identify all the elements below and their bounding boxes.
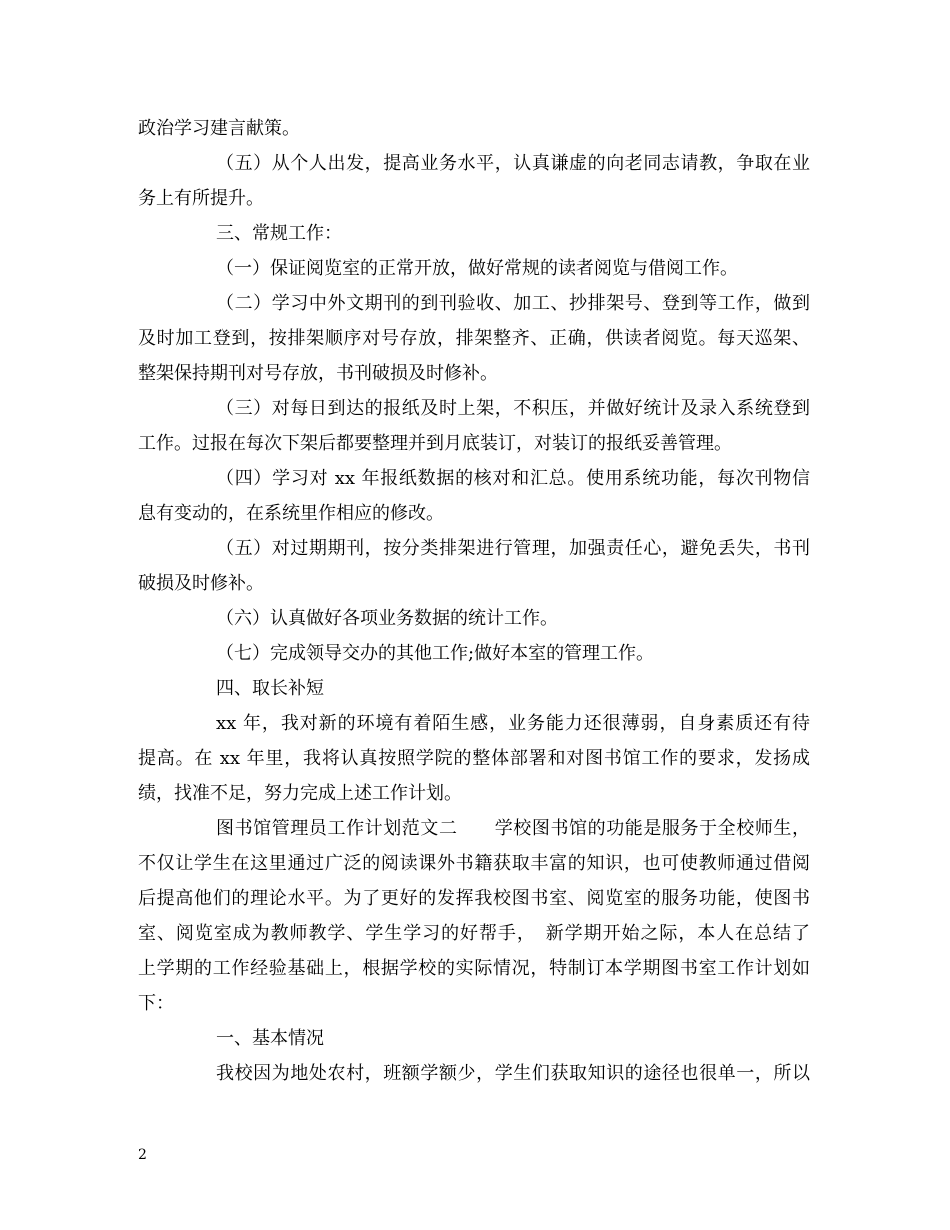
- text-line: 及时加工登到，按排架顺序对号存放，排架整齐、正确，供读者阅览。每天巡架、: [138, 328, 810, 349]
- text-line: 息有变动的，在系统里作相应的修改。: [138, 503, 444, 524]
- text-line: 工作。过报在每次下架后都要整理并到月底装订，对装订的报纸妥善管理。: [138, 433, 732, 454]
- text-line: 我校因为地处农村，班额学额少，学生们获取知识的途径也很单一，所以: [216, 1063, 810, 1084]
- section-heading: 三、常规工作：: [216, 223, 342, 244]
- text-line: （一）保证阅览室的正常开放，做好常规的读者阅览与借阅工作。: [216, 258, 738, 279]
- text-line: （四）学习对 xx 年报纸数据的核对和汇总。使用系统功能，每次刊物信: [216, 468, 810, 489]
- text-line: 下：: [138, 993, 174, 1014]
- text-line: （三）对每日到达的报纸及时上架，不积压，并做好统计及录入系统登到: [216, 398, 810, 419]
- text-line: 整架保持期刊对号存放，书刊破损及时修补。: [138, 363, 498, 384]
- text-line: （五）从个人出发，提高业务水平，认真谦虚的向老同志请教，争取在业: [216, 153, 810, 174]
- text-line: 不仅让学生在这里通过广泛的阅读课外书籍获取丰富的知识，也可使教师通过借阅: [138, 853, 810, 874]
- text-line: 提高。在 xx 年里，我将认真按照学院的整体部署和对图书馆工作的要求，发扬成: [138, 748, 810, 769]
- text-line: 上学期的工作经验基础上，根据学校的实际情况，特制订本学期图书室工作计划如: [138, 958, 810, 979]
- text-line: （六）认真做好各项业务数据的统计工作。: [216, 608, 558, 629]
- text-line: 破损及时修补。: [138, 573, 264, 594]
- text-line: 务上有所提升。: [138, 188, 264, 209]
- text-line: （二）学习中外文期刊的到刊验收、加工、抄排架号、登到等工作，做到: [216, 293, 810, 314]
- text-line: 绩，找准不足，努力完成上述工作计划。: [138, 783, 462, 804]
- text-line: （七）完成领导交办的其他工作;做好本室的管理工作。: [216, 643, 655, 664]
- section-heading: 一、基本情况: [216, 1028, 324, 1049]
- page-number: 2: [138, 1147, 147, 1163]
- text-line: 政治学习建言献策。: [138, 118, 300, 139]
- section-heading: 四、取长补短: [216, 678, 324, 699]
- text-line: （五）对过期期刊，按分类排架进行管理，加强责任心，避免丢失，书刊: [216, 538, 810, 559]
- text-line: 室、阅览室成为教师教学、学生学习的好帮手， 新学期开始之际，本人在总结了: [138, 923, 810, 944]
- text-line: xx 年，我对新的环境有着陌生感，业务能力还很薄弱，自身素质还有待: [216, 713, 810, 734]
- text-line: 后提高他们的理论水平。为了更好的发挥我校图书室、阅览室的服务功能，使图书: [138, 888, 810, 909]
- body-text: [138, 111, 810, 1091]
- text-line: 图书馆管理员工作计划范文二 学校图书馆的功能是服务于全校师生，: [216, 818, 810, 839]
